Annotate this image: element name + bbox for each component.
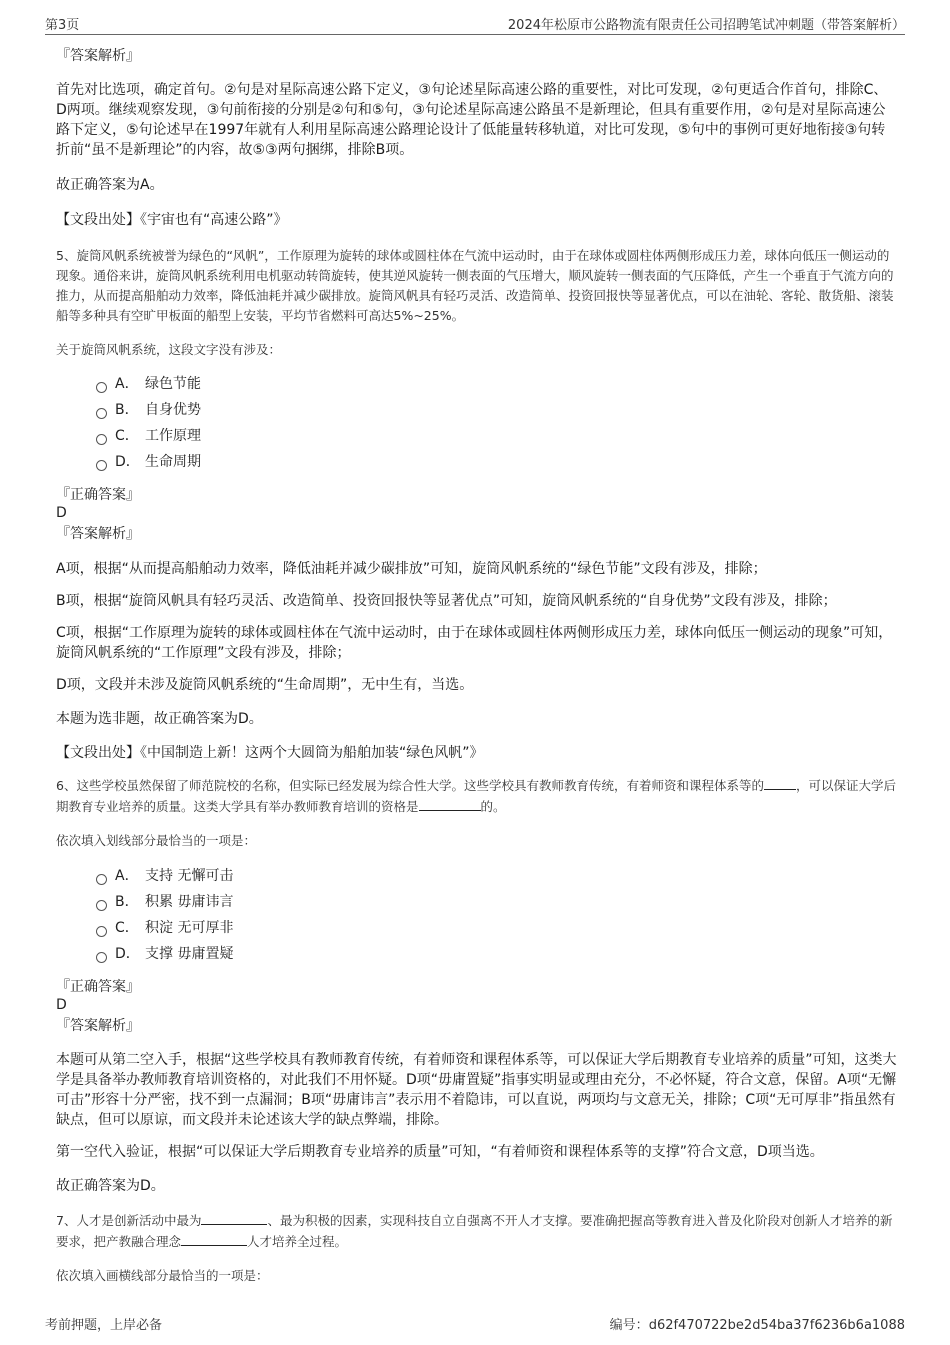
- q4-analysis: 首先对比选项，确定首句。②句是对星际高速公路下定义，③句论述星际高速公路的重要性，对比可发现，②句更适合作首句，排除C、D两项。继续观察发现，③句前衔接的分别是②句和⑤句，③句论述星际高速公路虽不是新理论，但具有重要作用，②句是对星际高速公路下定义，⑤句论述早在1997年就有人利用星际高速公路理论设计了低能量转移轨道，对比可发现，⑤句中的事例可更好地衔接③句转折前“虽不是新理论”的内容，故⑤③两句捆绑，排除B项。: [56, 82, 888, 158]
- q5-options: [56, 371, 898, 475]
- q6-question: 依次填入划线部分最恰当的一项是：: [56, 833, 257, 848]
- document-title: 2024年松原市公路物流有限责任公司招聘笔试冲刺题（带答案解析）: [507, 18, 905, 33]
- q5-analysis-label: 『答案解析』: [56, 526, 140, 542]
- q6-conclusion: 故正确答案为D。: [56, 1178, 165, 1194]
- footer-id: 编号：d62f470722be2d54ba37f6236b6a1088: [609, 1318, 905, 1333]
- document-content: [56, 46, 898, 1286]
- q5-answer-label: 『正确答案』: [56, 487, 140, 503]
- page-header: [45, 12, 905, 35]
- q5-stem: 5、旋筒风帆系统被誉为绿色的“风帆”，工作原理为旋转的球体或圆柱体在气流中运动时，由于在球体或圆柱体两侧形成压力差，球体向低压一侧运动的现象。通俗来讲，旋筒风帆系统利用电机驱动转筒旋转，使其逆风旋转一侧表面的气压增大，顺风旋转一侧表面的气压降低，产生一个垂直于气流方向的推力，从而提高船舶动力效率，降低油耗并减少碳排放。旋筒风帆具有轻巧灵活、改造简单、投资回报快等显著优点，可以在油轮、客轮、散货船、滚装船等多种具有空旷甲板面的船型上安装，平均节省燃料可高达5%~25%。: [56, 248, 894, 323]
- footer-slogan: 考前押题，上岸必备: [45, 1318, 163, 1333]
- q5-analysis-c: C项，根据“工作原理为旋转的球体或圆柱体在气流中运动时，由于在球体或圆柱体两侧形成压力差，球体向低压一侧运动的现象”可知，旋筒风帆系统的“工作原理”文段有涉及，排除；: [56, 625, 893, 661]
- q5-option-b[interactable]: B． 自身优势: [96, 397, 898, 423]
- radio-icon[interactable]: [96, 926, 107, 937]
- q6-option-a[interactable]: A． 支持 无懈可击: [96, 863, 898, 889]
- q5-analysis-d: D项，文段并未涉及旋筒风帆系统的“生命周期”，无中生有，当选。: [56, 677, 474, 693]
- q6-analysis-main: 本题可从第二空入手，根据“这些学校具有教师教育传统，有着师资和课程体系等，可以保证大学后期教育专业培养的质量”可知，这类大学是具备举办教师教育培训资格的，对此我们不用怀疑。D项“毋庸置疑”指事实明显或理由充分，不必怀疑，符合文意，保留。A项“无懈可击”形容十分严密，找不到一点漏洞；B项“毋庸讳言”表示用不着隐讳，可以直说，两项均与文意无关，排除；C项“无可厚非”指虽然有缺点，但可以原谅，而文段并未论述该大学的缺点弊端，排除。: [56, 1052, 897, 1128]
- q5-question: 关于旋筒风帆系统，这段文字没有涉及：: [56, 342, 282, 357]
- q5-source: 【文段出处】《中国制造上新！这两个大圆筒为船舶加装“绿色风帆”》: [56, 745, 484, 761]
- q6-answer: D: [56, 997, 67, 1013]
- radio-icon[interactable]: [96, 460, 107, 471]
- q5-analysis-a: A项，根据“从而提高船舶动力效率，降低油耗并减少碳排放”可知，旋筒风帆系统的“绿色节能”文段有涉及，排除；: [56, 561, 767, 577]
- q7-question: 依次填入画横线部分最恰当的一项是：: [56, 1268, 269, 1283]
- radio-icon[interactable]: [96, 434, 107, 445]
- q5-option-a[interactable]: A． 绿色节能: [96, 371, 898, 397]
- radio-icon[interactable]: [96, 408, 107, 419]
- q6-option-c[interactable]: C． 积淀 无可厚非: [96, 915, 898, 941]
- q5-option-c[interactable]: C． 工作原理: [96, 423, 898, 449]
- q6-option-b[interactable]: B． 积累 毋庸讳言: [96, 889, 898, 915]
- q4-source: 【文段出处】《宇宙也有“高速公路”》: [56, 212, 288, 228]
- q6-answer-label: 『正确答案』: [56, 979, 140, 995]
- q5-analysis-b: B项，根据“旋筒风帆具有轻巧灵活、改造简单、投资回报快等显著优点”可知，旋筒风帆系统的“自身优势”文段有涉及，排除；: [56, 593, 837, 609]
- blank-line: [181, 1231, 247, 1246]
- q6-analysis-label: 『答案解析』: [56, 1018, 140, 1034]
- q6-option-d[interactable]: D． 支撑 毋庸置疑: [96, 941, 898, 967]
- q5-conclusion: 本题为选非题，故正确答案为D。: [56, 711, 263, 727]
- q6-analysis-verify: 第一空代入验证，根据“可以保证大学后期教育专业培养的质量”可知，“有着师资和课程体系等的支撑”符合文意，D项当选。: [56, 1144, 824, 1160]
- document-code: d62f470722be2d54ba37f6236b6a1088: [648, 1318, 905, 1333]
- q7-stem: 7、人才是创新活动中最为 、最为积极的因素，实现科技自立自强离不开人才支撑。要准确把握高等教育进入普及化阶段对创新人才培养的新要求，把产教融合理念 人才培养全过程。: [56, 1210, 898, 1252]
- q5-answer: D: [56, 505, 67, 521]
- blank-line: [201, 1210, 267, 1225]
- radio-icon[interactable]: [96, 900, 107, 911]
- q4-analysis-label: 『答案解析』: [56, 48, 140, 64]
- q4-conclusion: 故正确答案为A。: [56, 177, 164, 193]
- q6-options: [56, 863, 898, 967]
- q6-stem: 6、这些学校虽然保留了师范院校的名称，但实际已经发展为综合性大学。这些学校具有教师教育传统，有着师资和课程体系等的 ，可以保证大学后期教育专业培养的质量。这类大学具有举办教师教育培训的资格是 的。: [56, 775, 898, 817]
- page-number: 第3页: [45, 18, 80, 33]
- radio-icon[interactable]: [96, 874, 107, 885]
- radio-icon[interactable]: [96, 952, 107, 963]
- blank-line: [764, 775, 796, 790]
- blank-line: [419, 796, 481, 811]
- radio-icon[interactable]: [96, 382, 107, 393]
- q5-option-d[interactable]: D． 生命周期: [96, 449, 898, 475]
